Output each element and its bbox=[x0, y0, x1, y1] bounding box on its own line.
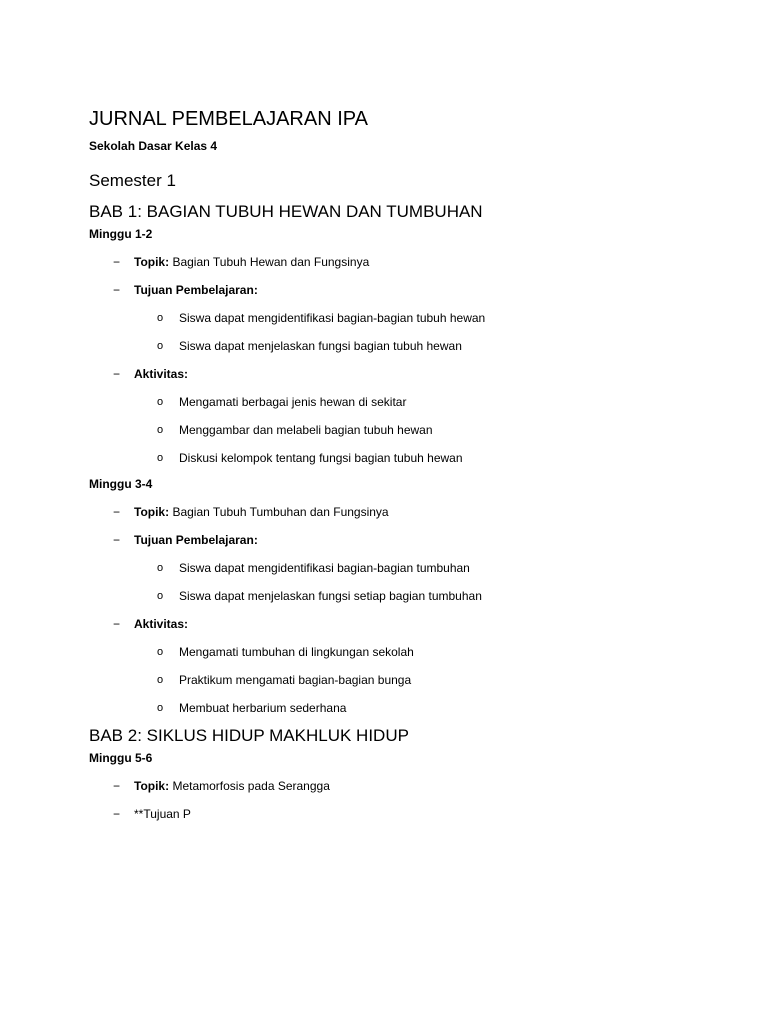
topik-item bbox=[89, 504, 729, 520]
tujuan-subitem-text: Siswa dapat mengidentifikasi bagian-bagian tumbuhan bbox=[179, 561, 470, 575]
aktivitas-subitem-text: Menggambar dan melabeli bagian tubuh hewan bbox=[179, 423, 433, 437]
document-subtitle: Sekolah Dasar Kelas 4 bbox=[89, 139, 218, 153]
minggu-5-6-label: Minggu 5-6 bbox=[89, 751, 153, 765]
tujuan-label: Tujuan Pembelajaran: bbox=[134, 533, 258, 547]
tujuan-subitem bbox=[89, 338, 729, 354]
aktivitas-subitem bbox=[89, 672, 729, 688]
circle-bullet: o bbox=[157, 590, 164, 602]
circle-bullet: o bbox=[157, 674, 164, 686]
bab1-heading: BAB 1: BAGIAN TUBUH HEWAN DAN TUMBUHAN bbox=[89, 202, 483, 221]
dash-bullet: − bbox=[113, 779, 121, 793]
aktivitas-item bbox=[89, 366, 729, 382]
circle-bullet: o bbox=[157, 312, 164, 324]
tujuan-label: Tujuan Pembelajaran: bbox=[134, 283, 258, 297]
aktivitas-subitem-text: Mengamati tumbuhan di lingkungan sekolah bbox=[179, 645, 414, 659]
minggu-3-4-list bbox=[89, 504, 729, 716]
circle-bullet: o bbox=[157, 452, 164, 464]
dash-bullet: − bbox=[113, 255, 121, 269]
dash-bullet: − bbox=[113, 505, 121, 519]
partial-item bbox=[89, 806, 729, 822]
aktivitas-subitem bbox=[89, 700, 729, 716]
topik-item bbox=[89, 254, 729, 270]
circle-bullet: o bbox=[157, 562, 164, 574]
topik-text: Metamorfosis pada Serangga bbox=[169, 779, 330, 793]
topik-text: Bagian Tubuh Hewan dan Fungsinya bbox=[169, 255, 370, 269]
minggu-5-6-list bbox=[89, 778, 729, 822]
aktivitas-subitem-text: Mengamati berbagai jenis hewan di sekitar bbox=[179, 395, 407, 409]
aktivitas-label: Aktivitas: bbox=[134, 367, 189, 381]
aktivitas-subitem bbox=[89, 644, 729, 660]
circle-bullet: o bbox=[157, 702, 164, 714]
dash-bullet: − bbox=[113, 617, 121, 631]
dash-bullet: − bbox=[113, 533, 121, 547]
semester-heading: Semester 1 bbox=[89, 171, 176, 190]
tujuan-subitem-text: Siswa dapat menjelaskan fungsi bagian tubuh hewan bbox=[179, 339, 462, 353]
aktivitas-subitem-text: Diskusi kelompok tentang fungsi bagian tubuh hewan bbox=[179, 451, 463, 465]
document-title: JURNAL PEMBELAJARAN IPA bbox=[89, 108, 368, 130]
tujuan-subitem-text: Siswa dapat mengidentifikasi bagian-bagian tubuh hewan bbox=[179, 311, 486, 325]
tujuan-subitem-text: Siswa dapat menjelaskan fungsi setiap bagian tumbuhan bbox=[179, 589, 482, 603]
topik-item bbox=[89, 778, 729, 794]
dash-bullet: − bbox=[113, 367, 121, 381]
partial-text: **Tujuan P bbox=[134, 807, 191, 821]
aktivitas-subitem bbox=[89, 394, 729, 410]
minggu-1-2-list bbox=[89, 254, 729, 466]
circle-bullet: o bbox=[157, 396, 164, 408]
topik-text: Bagian Tubuh Tumbuhan dan Fungsinya bbox=[169, 505, 389, 519]
dash-bullet: − bbox=[113, 807, 121, 821]
tujuan-subitem bbox=[89, 310, 729, 326]
circle-bullet: o bbox=[157, 646, 164, 658]
aktivitas-subitem-text: Praktikum mengamati bagian-bagian bunga bbox=[179, 673, 412, 687]
bab2-heading: BAB 2: SIKLUS HIDUP MAKHLUK HIDUP bbox=[89, 726, 409, 745]
minggu-1-2-label: Minggu 1-2 bbox=[89, 227, 153, 241]
circle-bullet: o bbox=[157, 424, 164, 436]
dash-bullet: − bbox=[113, 283, 121, 297]
tujuan-item bbox=[89, 532, 729, 548]
aktivitas-subitem-text: Membuat herbarium sederhana bbox=[179, 701, 347, 715]
minggu-3-4-label: Minggu 3-4 bbox=[89, 477, 153, 491]
aktivitas-subitem bbox=[89, 450, 729, 466]
tujuan-subitem bbox=[89, 560, 729, 576]
circle-bullet: o bbox=[157, 340, 164, 352]
topik-label: Topik: bbox=[134, 505, 170, 519]
aktivitas-item bbox=[89, 616, 729, 632]
aktivitas-subitem bbox=[89, 422, 729, 438]
aktivitas-label: Aktivitas: bbox=[134, 617, 189, 631]
topik-label: Topik: bbox=[134, 779, 170, 793]
tujuan-subitem bbox=[89, 588, 729, 604]
tujuan-item bbox=[89, 282, 729, 298]
topik-label: Topik: bbox=[134, 255, 170, 269]
document-page bbox=[89, 106, 729, 822]
